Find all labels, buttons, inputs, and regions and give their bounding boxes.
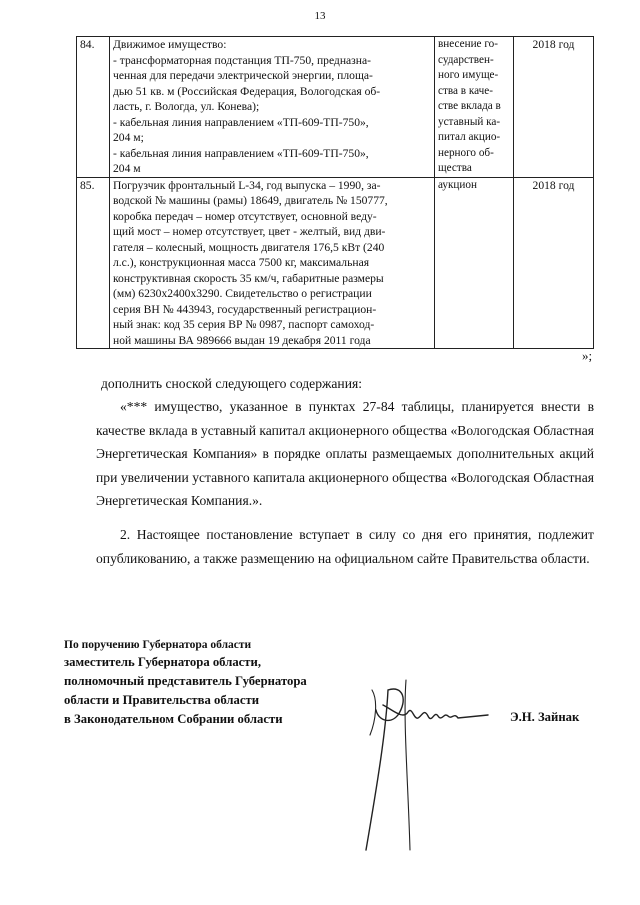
position-line: области и Правительства области [64, 693, 260, 707]
signer-name: Э.Н. Зайнак [510, 710, 580, 724]
row-year: 2018 год [514, 37, 594, 178]
signatory-block [64, 637, 307, 729]
row-description: Погрузчик фронтальный L-34, год выпуска – 1990, за- водской № машины (рамы) 18649, двигатель № 150777, коробка передач – номер отсутствует, основной веду- щий мост – номер отсутствует, цвет - желтый, вид дви- гателя – колесный, мощность двигателя 176,5 кВт (240 л.с.), конструкционная масса 7500 кг, максимальная конструктивная скорость 35 км/ч, габаритные размеры (мм) 6230х2400х3290. Свидетельство о регистрации серия ВН № 443943, государственный регистрацион- ный знак: код 35 серия ВР № 0987, паспорт самоход- ной машины ВА 989666 выдан 19 декабря 2011 года [110, 177, 435, 349]
table-row [77, 37, 594, 178]
row-number: 85. [77, 177, 110, 349]
table-row [77, 177, 594, 349]
position-line: заместитель Губернатора области, [64, 655, 262, 669]
footnote-paragraph: «*** имущество, указанное в пунктах 27-84 таблицы, планируется внести в качестве вклада в уставный капитал акционерного общества «Вологодская Областная Энергетическая Компания» в порядке оплаты размещаемых дополнительных акций при увеличении уставного капитала акционерного общества «Вологодская Областная Энергетическая Компания.». [96, 399, 594, 508]
position-line: полномочный представитель Губернатора [64, 674, 307, 688]
row-year: 2018 год [514, 177, 594, 349]
entry-into-force-paragraph: 2. Настоящее постановление вступает в силу со дня его принятия, подлежит опубликованию, а также размещению на официальном сайте Правительства области. [96, 527, 594, 566]
handwritten-signature [348, 660, 498, 860]
table-close-mark: »; [582, 348, 593, 363]
order-line: По поручению Губернатора области [64, 639, 252, 651]
amend-paragraph: дополнить сноской следующего содержания: [101, 376, 363, 391]
row-description: Движимое имущество: - трансформаторная подстанция ТП-750, предназна- ченная для передачи электрической энергии, площа- дью 51 кв. м (Российская Федерация, Вологодская об- ласть, г. Вологда, ул. Конева); - кабельная линия направлением «ТП-609-ТП-750», 204 м; - кабельная линия направлением «ТП-609-ТП-750», 204 м [110, 37, 435, 178]
row-number: 84. [77, 37, 110, 178]
property-table [76, 36, 594, 349]
position-line: в Законодательном Собрании области [64, 712, 283, 726]
page-number: 13 [314, 10, 326, 22]
row-method: аукцион [435, 177, 514, 349]
row-method: внесение го- сударствен- ного имуще- ства в каче- стве вклада в уставный ка- питал акцио- нерного об- щества [435, 37, 514, 178]
